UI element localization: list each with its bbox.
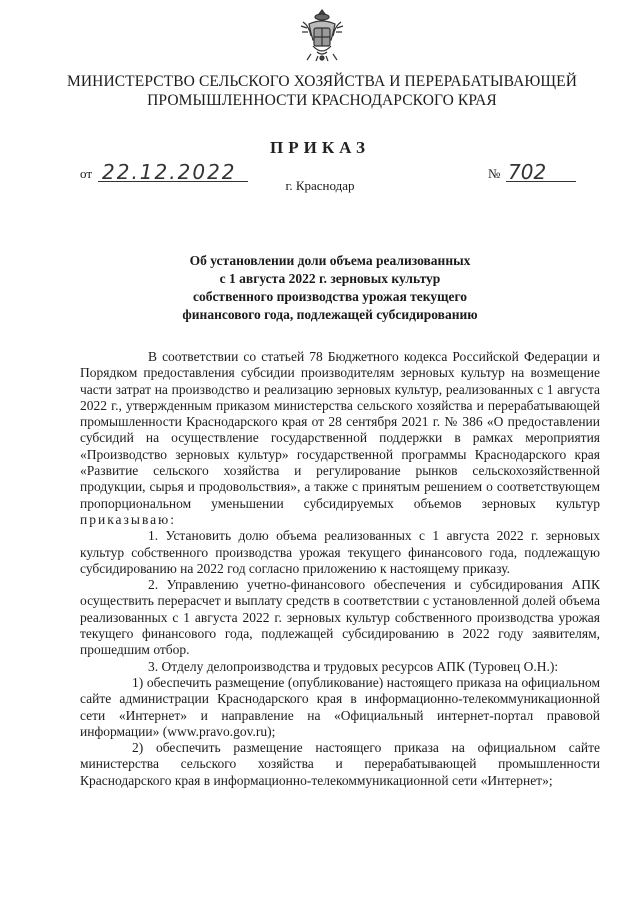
- ministry-line-2: ПРОМЫШЛЕННОСТИ КРАСНОДАРСКОГО КРАЯ: [147, 92, 497, 109]
- item-3-2-paragraph: 2) обеспечить размещение настоящего приказа на официальном сайте министерства сельского хозяйства и перерабатывающей промышленности Краснодарского края в информационно-телекоммуникационной сети «Интернет»;: [80, 740, 600, 788]
- item-3-1-paragraph: 1) обеспечить размещение (опубликование) настоящего приказа на официальном сайте администрации Краснодарского края в информационно-телекоммуникационной сети «Интернет» и направление на «Официальный интернет-портал правовой информации» (www.pravo.gov.ru);: [80, 674, 600, 739]
- date-prefix: от: [80, 166, 93, 181]
- order-subject: [150, 252, 510, 324]
- preamble-text: В соответствии со статьей 78 Бюджетного кодекса Российской Федерации и Порядком предоставления субсидии производителям зерновых культур на возмещение части затрат на производство и реализацию зерновых культур, реализованных с 1 августа 2022 г., утвержденным приказом министерства сельского хозяйства и перерабатывающей промышленности Краснодарского края от 28 сентября 2021 г. № 386 «О предоставлении субсидий на осуществление государственной поддержки в рамках мероприятия «Производство зерновых культур» государственной программы Краснодарского края «Развитие сельского хозяйства и регулирование рынков сельскохозяйственной продукции, сырья и продовольствия», а также с принятым решением о соответствующем пропорциональном уменьшении субсидируемых объемов зерновых культур: [80, 349, 600, 511]
- city: г. Краснодар: [285, 178, 355, 193]
- subject-line-1: Об установлении доли объема реализованных: [189, 253, 471, 268]
- item-1-paragraph: 1. Установить долю объема реализованных с 1 августа 2022 г. зерновых культур собственного производства урожая текущего финансового года, подлежащую субсидированию на 2022 год согласно приложению к настоящему приказу.: [80, 528, 600, 576]
- number-prefix: №: [488, 166, 501, 181]
- preamble-keyword: приказываю:: [80, 511, 176, 527]
- ministry-line-1: МИНИСТЕРСТВО СЕЛЬСКОГО ХОЗЯЙСТВА И ПЕРЕРАБАТЫВАЮЩЕЙ: [66, 73, 577, 90]
- item-3-paragraph: 3. Отделу делопроизводства и трудовых ресурсов АПК (Туровец О.Н.):: [148, 658, 559, 674]
- order-title: ПРИКАЗ: [270, 138, 370, 157]
- order-body: [80, 349, 600, 789]
- preamble-paragraph: [80, 349, 600, 528]
- date-value: 22.12.2022: [102, 160, 237, 184]
- subject-line-4: финансового года, подлежащей субсидированию: [182, 307, 478, 322]
- ministry-name: [60, 72, 584, 110]
- item-2-paragraph: 2. Управлению учетно-финансового обеспечения и субсидирования АПК осуществить перерасчет и выплату средств в соответствии с установленной долей объема реализованных с 1 августа 2022 г. зерновых культур собственного производства урожая текущего финансового года, подлежащей субсидированию в 2022 году заявителям, прошедшим отбор.: [80, 577, 600, 658]
- subject-line-3: собственного производства урожая текущего: [192, 289, 468, 304]
- krasnodar-coat-of-arms-icon: [299, 8, 345, 62]
- number-value: 702: [508, 160, 547, 184]
- subject-line-2: с 1 августа 2022 г. зерновых культур: [219, 271, 441, 286]
